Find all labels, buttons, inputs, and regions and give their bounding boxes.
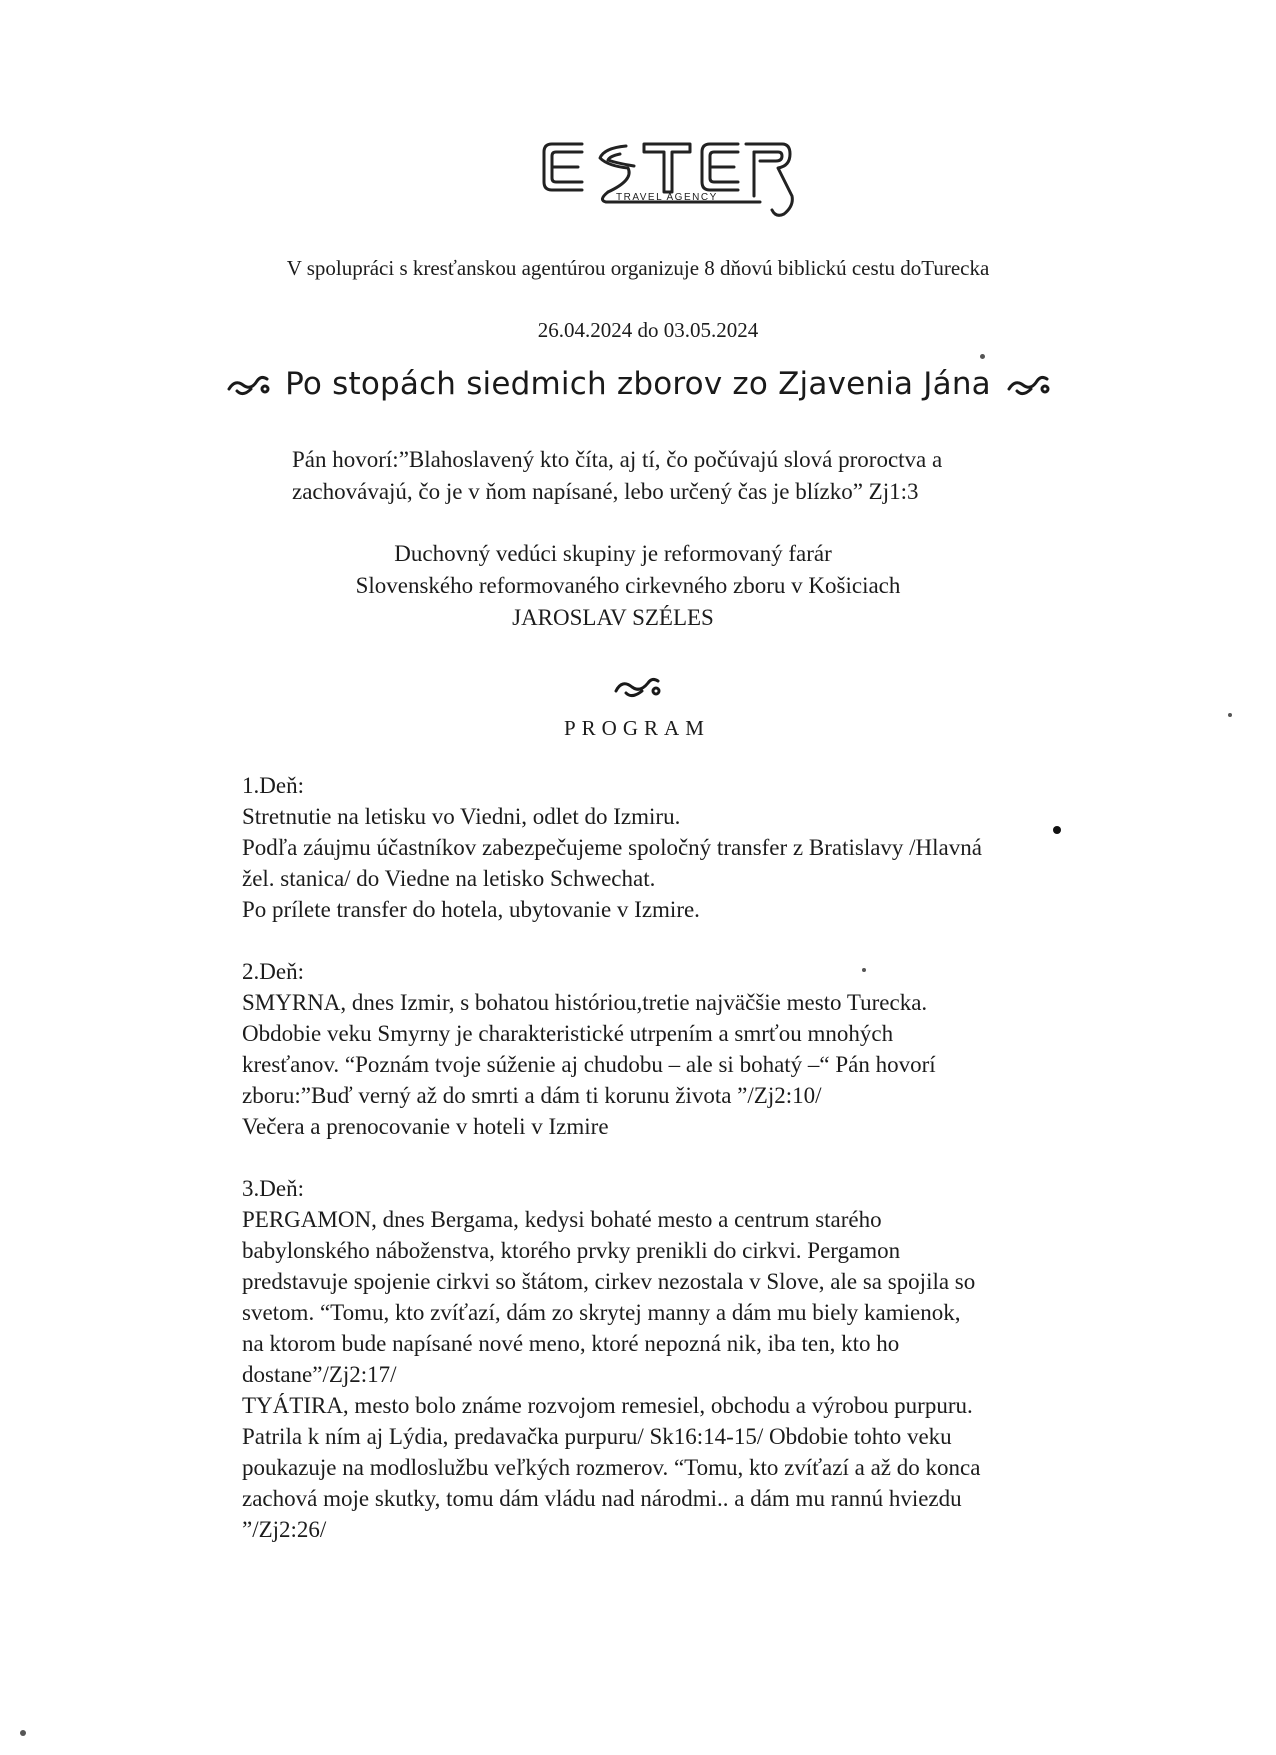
ornament-right-icon [1005, 369, 1051, 399]
spiritual-leader [0, 538, 1276, 634]
day-line: Večera a prenocovanie v hoteli v Izmire [242, 1114, 609, 1139]
day-label: 1.Deň: [242, 773, 304, 798]
scan-speck [20, 1730, 26, 1736]
ornament-left-icon [225, 369, 271, 399]
day-line: Po prílete transfer do hotela, ubytovanie v Izmire. [242, 897, 700, 922]
page-title: Po stopách siedmich zborov zo Zjavenia Jána [285, 366, 991, 402]
day-line: zboru:”Buď verný až do smrti a dám ti korunu života ”/Zj2:10/ [242, 1083, 822, 1108]
day-line: zachová moje skutky, tomu dám vládu nad národmi.. a dám mu rannú hviezdu [242, 1486, 962, 1511]
day-line: predstavuje spojenie cirkvi so štátom, cirkev nezostala v Slove, ale sa spojila so [242, 1269, 976, 1294]
day-line: ”/Zj2:26/ [242, 1517, 327, 1542]
trip-dates: 26.04.2024 do 03.05.2024 [537, 318, 759, 342]
day-line: TYÁTIRA, mesto bolo známe rozvojom remesiel, obchodu a výrobou purpuru. [242, 1393, 973, 1418]
title-row [0, 366, 1276, 402]
scan-speck [1053, 826, 1061, 834]
intro-text: V spolupráci s kresťanskou agentúrou organizuje 8 dňovú biblickú cestu doTurecka [286, 256, 990, 280]
quote-line: Pán hovorí:”Blahoslavený kto číta, aj tí, čo počúvajú slová proroctva a [292, 447, 943, 472]
day-label: 3.Deň: [242, 1176, 304, 1201]
ester-logo-graphic [538, 136, 798, 222]
day-block [242, 770, 1242, 925]
day-line: SMYRNA, dnes Izmir, s bohatou históriou,tretie najväčšie mesto Turecka. [242, 990, 928, 1015]
leader-line: Duchovný vedúci skupiny je reformovaný farár [394, 541, 832, 566]
day-line: Stretnutie na letisku vo Viedni, odlet do Izmiru. [242, 804, 681, 829]
day-line: babylonského náboženstva, ktorého prvky prenikli do cirkvi. Pergamon [242, 1238, 901, 1263]
day-block [242, 1173, 1242, 1545]
scan-speck [1228, 713, 1232, 717]
program-days [242, 770, 1242, 1576]
program-heading: PROGRAM [564, 716, 710, 740]
day-line: PERGAMON, dnes Bergama, kedysi bohaté mesto a centrum starého [242, 1207, 882, 1232]
ornament-divider-icon [612, 669, 664, 703]
day-line: Obdobie veku Smyrny je charakteristické utrpením a smrťou mnohých [242, 1021, 894, 1046]
ester-logo [538, 136, 798, 222]
quote-line: zachovávajú, čo je v ňom napísané, lebo určený čas je blízko” Zj1:3 [292, 479, 919, 504]
scan-speck [862, 968, 866, 972]
day-line: Podľa záujmu účastníkov zabezpečujeme spoločný transfer z Bratislavy /Hlavná [242, 835, 982, 860]
day-line: dostane”/Zj2:17/ [242, 1362, 397, 1387]
leader-name: JAROSLAV SZÉLES [512, 605, 714, 630]
day-label: 2.Deň: [242, 959, 304, 984]
day-line: svetom. “Tomu, kto zvíťazí, dám zo skrytej manny a dám mu biely kamienok, [242, 1300, 961, 1325]
scripture-quote [292, 444, 1192, 508]
day-line: kresťanov. “Poznám tvoje súženie aj chudobu – ale si bohatý –“ Pán hovorí [242, 1052, 936, 1077]
day-line: žel. stanica/ do Viedne na letisko Schwechat. [242, 866, 656, 891]
day-block [242, 956, 1242, 1142]
day-line: poukazuje na modloslužbu veľkých rozmerov. “Tomu, kto zvíťazí a až do konca [242, 1455, 981, 1480]
leader-line: Slovenského reformovaného cirkevného zboru v Košiciach [355, 573, 901, 598]
day-line: na ktorom bude napísané nové meno, ktoré nepozná nik, iba ten, kto ho [242, 1331, 900, 1356]
scan-speck [980, 354, 985, 359]
logo-tagline: TRAVEL AGENCY [616, 192, 718, 203]
day-line: Patrila k ním aj Lýdia, predavačka purpuru/ Sk16:14-15/ Obdobie tohto veku [242, 1424, 952, 1449]
